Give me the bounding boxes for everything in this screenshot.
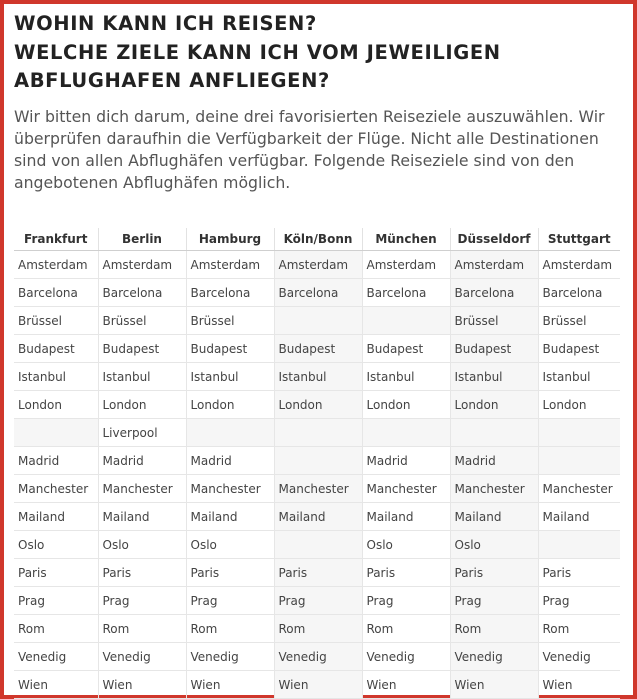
- table-cell: Brüssel: [186, 307, 274, 335]
- table-cell: Prag: [274, 587, 362, 615]
- table-body: [14, 251, 620, 699]
- table-cell: Amsterdam: [98, 251, 186, 279]
- table-row: [14, 307, 620, 335]
- table-row: [14, 643, 620, 671]
- table-cell: Wien: [98, 671, 186, 699]
- table-cell: Istanbul: [14, 363, 98, 391]
- table-cell: Budapest: [450, 335, 538, 363]
- table-row: [14, 671, 620, 699]
- table-cell: Brüssel: [98, 307, 186, 335]
- table-cell: Wien: [450, 671, 538, 699]
- table-cell: Budapest: [538, 335, 620, 363]
- table-cell: Amsterdam: [274, 251, 362, 279]
- column-header: Berlin: [98, 228, 186, 251]
- table-cell: Barcelona: [538, 279, 620, 307]
- table-cell: Mailand: [98, 503, 186, 531]
- table-cell: Manchester: [14, 475, 98, 503]
- table-cell: [362, 307, 450, 335]
- table-cell: Rom: [362, 615, 450, 643]
- table-cell: Rom: [14, 615, 98, 643]
- table-cell: Budapest: [186, 335, 274, 363]
- table-cell: Madrid: [450, 447, 538, 475]
- table-cell: Manchester: [362, 475, 450, 503]
- table-cell: Wien: [186, 671, 274, 699]
- table-row: [14, 363, 620, 391]
- table-cell: Venedig: [14, 643, 98, 671]
- table-cell: Istanbul: [362, 363, 450, 391]
- table-cell: Wien: [362, 671, 450, 699]
- table-cell: Amsterdam: [538, 251, 620, 279]
- table-cell: Oslo: [362, 531, 450, 559]
- column-header: Düsseldorf: [450, 228, 538, 251]
- table-cell: Prag: [186, 587, 274, 615]
- table-cell: Barcelona: [362, 279, 450, 307]
- table-cell: Oslo: [98, 531, 186, 559]
- table-cell: Mailand: [362, 503, 450, 531]
- table-cell: Istanbul: [98, 363, 186, 391]
- table-header-row: [14, 228, 620, 251]
- page-title: [14, 10, 621, 96]
- table-cell: Madrid: [98, 447, 186, 475]
- table-cell: London: [274, 391, 362, 419]
- table-cell: Prag: [98, 587, 186, 615]
- table-row: [14, 531, 620, 559]
- table-cell: Mailand: [274, 503, 362, 531]
- table-cell: Prag: [538, 587, 620, 615]
- table-cell: Paris: [98, 559, 186, 587]
- table-cell: Manchester: [450, 475, 538, 503]
- table-cell: Barcelona: [450, 279, 538, 307]
- title-line-1: WOHIN KANN ICH REISEN?: [14, 12, 317, 35]
- table-cell: Amsterdam: [362, 251, 450, 279]
- table-cell: Paris: [538, 559, 620, 587]
- column-header: München: [362, 228, 450, 251]
- table-cell: Brüssel: [14, 307, 98, 335]
- table-cell: Mailand: [450, 503, 538, 531]
- table-cell: Venedig: [538, 643, 620, 671]
- column-header: Frankfurt: [14, 228, 98, 251]
- table-cell: [274, 419, 362, 447]
- table-row: [14, 391, 620, 419]
- table-cell: Madrid: [14, 447, 98, 475]
- table-cell: Venedig: [450, 643, 538, 671]
- table-cell: [538, 531, 620, 559]
- table-cell: Manchester: [274, 475, 362, 503]
- intro-text: Wir bitten dich darum, deine drei favorisierten Reiseziele auszuwählen. Wir überprüfen daraufhin die Verfügbarkeit der Flüge. Nicht alle Destinationen sind von allen Abflughäfen verfügbar. Folgende Reiseziele sind von den angebotenen Abflughäfen möglich.: [14, 106, 605, 192]
- table-cell: Paris: [362, 559, 450, 587]
- table-cell: Rom: [538, 615, 620, 643]
- table-cell: Manchester: [98, 475, 186, 503]
- table-cell: Istanbul: [274, 363, 362, 391]
- table-cell: Amsterdam: [186, 251, 274, 279]
- table-cell: Istanbul: [450, 363, 538, 391]
- table-cell: Barcelona: [14, 279, 98, 307]
- column-header: Stuttgart: [538, 228, 620, 251]
- table-cell: [362, 419, 450, 447]
- table-cell: Venedig: [362, 643, 450, 671]
- table-cell: Budapest: [362, 335, 450, 363]
- column-header: Köln/Bonn: [274, 228, 362, 251]
- table-row: [14, 335, 620, 363]
- table-cell: Amsterdam: [450, 251, 538, 279]
- table-cell: Budapest: [274, 335, 362, 363]
- table-cell: [186, 419, 274, 447]
- table-cell: [274, 531, 362, 559]
- table-cell: London: [450, 391, 538, 419]
- table-cell: Oslo: [14, 531, 98, 559]
- table-cell: Budapest: [98, 335, 186, 363]
- table-cell: Wien: [274, 671, 362, 699]
- table-cell: Oslo: [186, 531, 274, 559]
- table-row: [14, 279, 620, 307]
- table-cell: Wien: [14, 671, 98, 699]
- table-cell: [538, 419, 620, 447]
- table-row: [14, 475, 620, 503]
- table-cell: [450, 419, 538, 447]
- table-cell: Istanbul: [186, 363, 274, 391]
- table-cell: Brüssel: [450, 307, 538, 335]
- table-cell: Mailand: [538, 503, 620, 531]
- table-cell: Brüssel: [538, 307, 620, 335]
- table-row: [14, 615, 620, 643]
- content-area: [14, 10, 621, 692]
- table-row: [14, 419, 620, 447]
- table-cell: Liverpool: [98, 419, 186, 447]
- table-cell: Amsterdam: [14, 251, 98, 279]
- table-row: [14, 251, 620, 279]
- table-cell: London: [14, 391, 98, 419]
- table-cell: [538, 447, 620, 475]
- table-cell: Rom: [450, 615, 538, 643]
- table-cell: Venedig: [186, 643, 274, 671]
- title-line-2: WELCHE ZIELE KANN ICH VOM JEWEILIGEN: [14, 40, 501, 64]
- table-cell: Barcelona: [98, 279, 186, 307]
- table-cell: Mailand: [186, 503, 274, 531]
- table-cell: London: [98, 391, 186, 419]
- table-cell: Budapest: [14, 335, 98, 363]
- table-cell: Madrid: [186, 447, 274, 475]
- table-cell: Barcelona: [274, 279, 362, 307]
- table-cell: Paris: [450, 559, 538, 587]
- title-line-3: ABFLUGHAFEN ANFLIEGEN?: [14, 69, 330, 92]
- table-row: [14, 559, 620, 587]
- table-cell: Paris: [14, 559, 98, 587]
- table-cell: Venedig: [274, 643, 362, 671]
- table-row: [14, 503, 620, 531]
- table-cell: London: [186, 391, 274, 419]
- destinations-table: [14, 228, 620, 699]
- table-row: [14, 587, 620, 615]
- table-cell: Paris: [274, 559, 362, 587]
- table-cell: [14, 419, 98, 447]
- column-header: Hamburg: [186, 228, 274, 251]
- table-cell: Barcelona: [186, 279, 274, 307]
- table-cell: Wien: [538, 671, 620, 699]
- table-cell: Istanbul: [538, 363, 620, 391]
- table-cell: London: [362, 391, 450, 419]
- table-cell: Madrid: [362, 447, 450, 475]
- table-cell: Prag: [450, 587, 538, 615]
- table-cell: [274, 447, 362, 475]
- table-cell: Rom: [98, 615, 186, 643]
- table-cell: Venedig: [98, 643, 186, 671]
- table-cell: [274, 307, 362, 335]
- table-cell: Paris: [186, 559, 274, 587]
- table-cell: Oslo: [450, 531, 538, 559]
- table-cell: Rom: [274, 615, 362, 643]
- table-cell: Manchester: [186, 475, 274, 503]
- table-cell: Prag: [362, 587, 450, 615]
- table-cell: Mailand: [14, 503, 98, 531]
- table-cell: Prag: [14, 587, 98, 615]
- table-cell: Rom: [186, 615, 274, 643]
- table-cell: Manchester: [538, 475, 620, 503]
- table-cell: London: [538, 391, 620, 419]
- table-row: [14, 447, 620, 475]
